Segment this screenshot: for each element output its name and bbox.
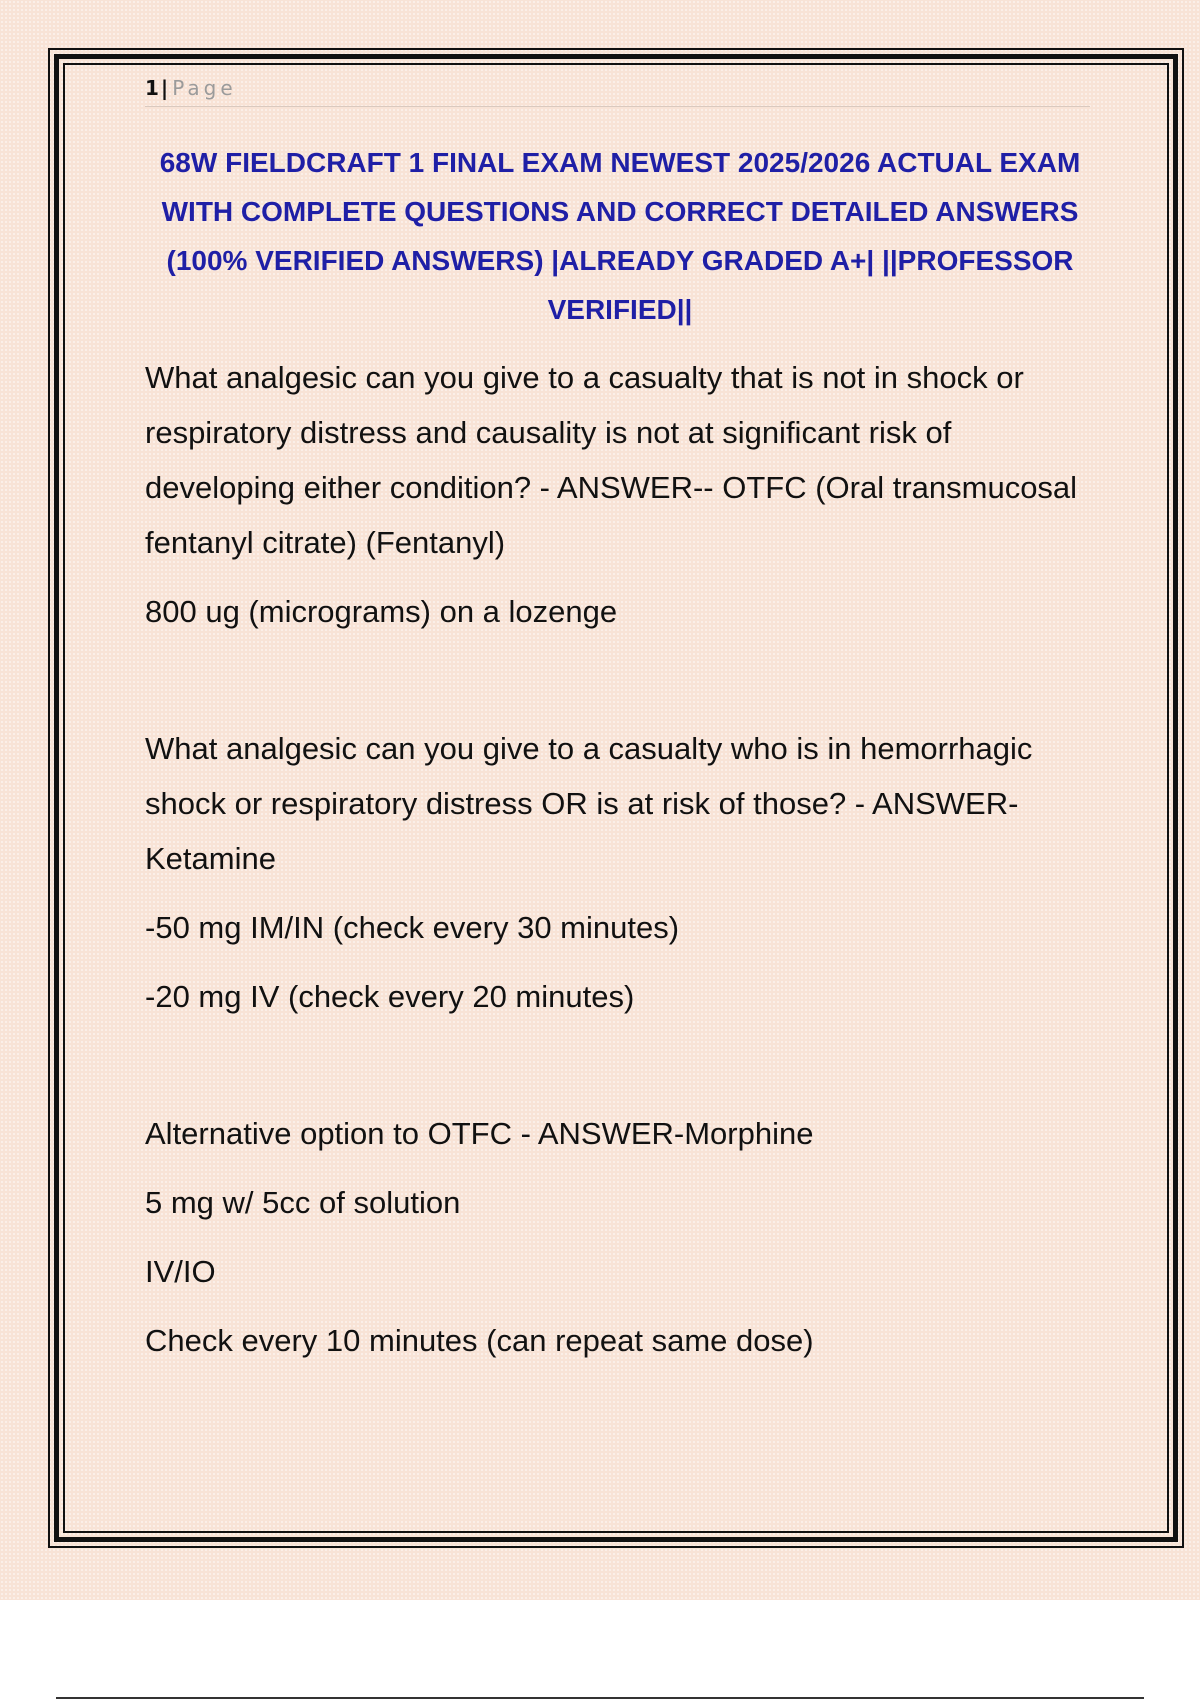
answer-3-detail-2: IV/IO (145, 1254, 216, 1289)
answer-3-detail-3: Check every 10 minutes (can repeat same dose) (145, 1323, 814, 1358)
question-1: What analgesic can you give to a casualty that is not in shock or respiratory distress and causality is not at significant risk of developing either condition? - ANSWER-- OTFC (Oral transmucosal fentanyl citrate) (Fentanyl) (145, 360, 1078, 560)
document-title: 68W FIELDCRAFT 1 FINAL EXAM NEWEST 2025/2026 ACTUAL EXAM WITH COMPLETE QUESTIONS AND CORRECT DETAILED ANSWERS (100% VERIFIED ANSWERS) |ALREADY GRADED A+| ||PROFESSOR VERIFIED|| (159, 147, 1081, 325)
page-number: 1 (145, 76, 159, 100)
answer-2-detail-2: -20 mg IV (check every 20 minutes) (145, 979, 635, 1014)
bottom-divider (56, 1697, 1144, 1699)
answer-2-detail-1: -50 mg IM/IN (check every 30 minutes) (145, 910, 680, 945)
answer-3-detail-1: 5 mg w/ 5cc of solution (145, 1185, 461, 1220)
page-label: Page (172, 76, 237, 100)
document-body (145, 350, 1095, 1368)
question-2: What analgesic can you give to a casualty who is in hemorrhagic shock or respiratory distress OR is at risk of those? - ANSWER-Ketamine (145, 731, 1033, 876)
page-separator: | (160, 76, 169, 100)
page-header (145, 74, 1090, 107)
answer-1-detail-1: 800 ug (micrograms) on a lozenge (145, 594, 618, 629)
page-bottom-margin (0, 1600, 1200, 1700)
question-3: Alternative option to OTFC - ANSWER-Morphine (145, 1116, 814, 1151)
